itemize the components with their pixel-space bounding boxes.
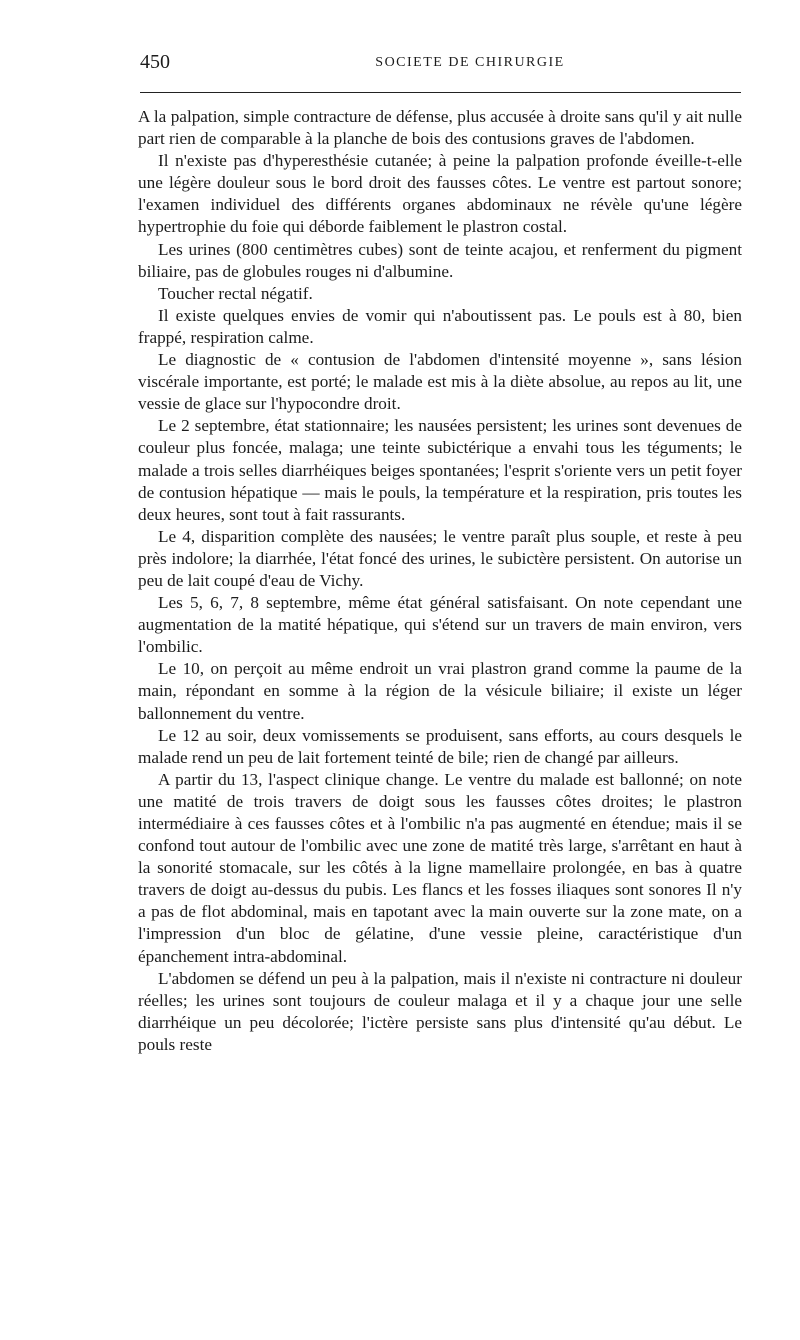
- paragraph: Il existe quelques envies de vomir qui n'aboutissent pas. Le pouls est à 80, bien frappé, respiration calme.: [138, 305, 742, 347]
- paragraph: Il n'existe pas d'hyperesthésie cutanée; à peine la palpation profonde éveille-t-elle une légère douleur sous le bord droit des fausses côtes. Le ventre est partout sonore; l'examen individuel des différents organes abdominaux ne révèle qu'une légère hypertrophie du foie qui déborde faiblement le plastron costal.: [138, 151, 742, 237]
- paragraph: Les urines (800 centimètres cubes) sont de teinte acajou, et renferment du pigment biliaire, pas de globules rouges ni d'albumine.: [138, 239, 742, 281]
- paragraph: A la palpation, simple contracture de défense, plus accusée à droite sans qu'il y ait nulle part rien de comparable à la planche de bois des contusions graves de l'abdomen.: [138, 107, 742, 149]
- paragraph: A partir du 13, l'aspect clinique change. Le ventre du malade est ballonné; on note une matité de trois travers de doigt sous les fausses côtes droites; le plastron intermédiaire à ces fausses côtes et à l'ombilic n'a pas augmenté en étendue; mais il se confond tout autour de l'ombilic avec une zone de matité très large, s'arrêtant en haut à la sonorité stomacale, sur les côtés à la ligne mamellaire prolongée, en bas à quatre travers de doigt au-dessus du pubis. Les flancs et les fosses iliaques sont sonores Il n'y a pas de flot abdominal, mais en tapotant avec la main ouverte sur la zone mate, on a l'impression d'un bloc de gélatine, d'une vessie pleine, caractéristique d'un épanchement intra-abdominal.: [138, 769, 742, 966]
- page-number: 450: [140, 51, 170, 73]
- paragraph: Les 5, 6, 7, 8 septembre, même état général satisfaisant. On note cependant une augmentation de la matité hépatique, qui s'étend sur un travers de main environ, vers l'ombilic.: [138, 593, 742, 657]
- paragraph: Le 10, on perçoit au même endroit un vrai plastron grand comme la paume de la main, répondant en somme à la région de la vésicule biliaire; il existe un léger ballonnement du ventre.: [138, 659, 742, 723]
- paragraph: L'abdomen se défend un peu à la palpation, mais il n'existe ni contracture ni douleur réelles; les urines sont toujours de couleur malaga et il y a chaque jour une selle diarrhéique un peu décolorée; l'ictère persiste sans plus d'intensité qu'au début. Le pouls reste: [138, 968, 742, 1054]
- paragraph: Le diagnostic de « contusion de l'abdomen d'intensité moyenne », sans lésion viscérale importante, est porté; le malade est mis à la diète absolue, au repos au lit, une vessie de glace sur l'hypocondre droit.: [138, 350, 742, 414]
- paragraph: Le 2 septembre, état stationnaire; les nausées persistent; les urines sont devenues de couleur plus foncée, malaga; une teinte subictérique a envahi tous les téguments; le malade a trois selles diarrhéiques beiges spontanées; l'esprit s'oriente vers un petit foyer de contusion hépatique — mais le pouls, la température et la respiration, pris toutes les deux heures, sont tout à fait rassurants.: [138, 416, 742, 524]
- paragraph: Le 4, disparition complète des nausées; le ventre paraît plus souple, et reste à peu près indolore; la diarrhée, l'état foncé des urines, le subictère persistent. On autorise un peu de lait coupé d'eau de Vichy.: [138, 526, 742, 590]
- body-text: [138, 106, 742, 1056]
- header-rule: [140, 92, 741, 93]
- journal-title: SOCIETE DE CHIRURGIE: [375, 55, 565, 70]
- paragraph: Le 12 au soir, deux vomissements se produisent, sans efforts, au cours desquels le malade rend un peu de lait fortement teinté de bile; rien de changé par ailleurs.: [138, 725, 742, 767]
- paragraph: Toucher rectal négatif.: [158, 283, 313, 303]
- running-head: [140, 50, 740, 78]
